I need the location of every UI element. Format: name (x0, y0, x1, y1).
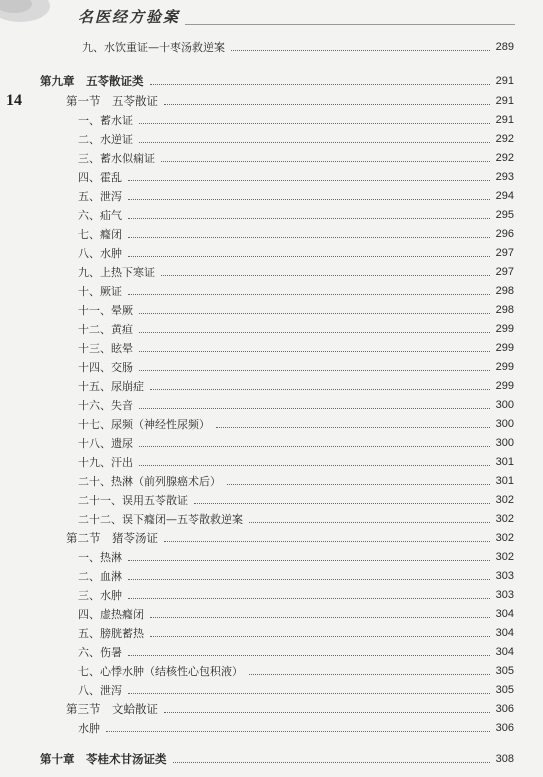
toc-page-number: 301 (495, 475, 514, 487)
toc-entry-title: 第三节 文蛤散证 (66, 704, 158, 716)
toc-leader (128, 598, 490, 599)
toc-leader (249, 674, 490, 675)
toc-leader (139, 313, 490, 314)
toc-page-number: 305 (495, 665, 514, 677)
toc-entry-title: 十七、尿频（神经性尿频） (78, 418, 210, 431)
toc-page-number: 294 (495, 190, 514, 202)
toc-entry-title: 五、泄泻 (78, 190, 122, 203)
toc-page-number: 298 (495, 285, 514, 297)
toc-entry[interactable] (78, 662, 514, 680)
toc-page-number: 298 (495, 304, 514, 316)
toc-entry-title: 九、上热下寒证 (78, 266, 155, 279)
toc-chapter[interactable] (40, 72, 514, 90)
toc-entry-title: 七、心悸水肿（结核性心包积液） (78, 665, 243, 678)
toc-leader (173, 762, 491, 763)
toc-leader (128, 180, 490, 181)
toc-page-number: 308 (495, 753, 514, 765)
toc-entry[interactable] (78, 358, 514, 376)
toc-page-number: 289 (495, 41, 514, 53)
toc-leader (139, 332, 490, 333)
toc-section[interactable] (66, 92, 514, 110)
toc-entry[interactable] (78, 282, 514, 300)
toc-leader (106, 731, 490, 732)
toc-entry-title: 十三、眩晕 (78, 342, 133, 355)
toc-page-number: 304 (495, 627, 514, 639)
toc-leader (139, 370, 490, 371)
toc-leader (161, 161, 490, 162)
toc-leader (216, 427, 490, 428)
toc-entry[interactable] (78, 624, 514, 642)
toc-page-number: 299 (495, 380, 514, 392)
toc-entry-title: 一、蓄水证 (78, 114, 133, 127)
toc-entry-title: 七、癃闭 (78, 228, 122, 241)
toc-page-number: 299 (495, 323, 514, 335)
toc-page-number: 291 (495, 95, 514, 107)
toc-entry[interactable] (78, 453, 514, 471)
page-number: 14 (6, 92, 22, 109)
toc-page-number: 303 (495, 570, 514, 582)
toc-entry[interactable] (78, 168, 514, 186)
toc-entry-title: 第二节 猪苓汤证 (66, 533, 158, 545)
toc-entry-title: 水肿 (78, 722, 100, 735)
toc-page-number: 305 (495, 684, 514, 696)
toc-leader (139, 465, 490, 466)
toc-entry[interactable] (78, 320, 514, 338)
toc-leader (128, 579, 490, 580)
page-header (0, 0, 543, 30)
toc-page-number: 302 (495, 532, 514, 544)
toc-leader (128, 237, 490, 238)
toc-chapter[interactable] (40, 750, 514, 768)
toc-page-number: 306 (495, 722, 514, 734)
toc-entry[interactable] (78, 206, 514, 224)
toc-leader (128, 199, 490, 200)
toc-page-number: 302 (495, 513, 514, 525)
toc-entry[interactable] (78, 491, 514, 509)
toc-entry[interactable] (78, 586, 514, 604)
toc-entry[interactable] (78, 510, 514, 528)
toc-leader (139, 123, 490, 124)
toc-entry[interactable] (82, 38, 514, 56)
toc-page-number: 304 (495, 646, 514, 658)
toc-entry[interactable] (78, 244, 514, 262)
toc-entry[interactable] (78, 130, 514, 148)
toc-entry[interactable] (78, 415, 514, 433)
toc-page-number: 300 (495, 399, 514, 411)
toc-entry-title: 五、膀胱蓄热 (78, 627, 144, 640)
toc-leader (194, 503, 490, 504)
toc-page-number: 296 (495, 228, 514, 240)
toc-section[interactable] (66, 529, 514, 547)
toc-entry-title: 三、水肿 (78, 589, 122, 602)
toc-leader (139, 142, 490, 143)
toc-entry[interactable] (78, 605, 514, 623)
toc-entry-title: 二、血淋 (78, 570, 122, 583)
toc-leader (150, 389, 490, 390)
toc-entry[interactable] (78, 396, 514, 414)
toc-page-number: 297 (495, 247, 514, 259)
toc-entry[interactable] (78, 301, 514, 319)
toc-leader (128, 655, 490, 656)
toc-leader (161, 275, 490, 276)
toc-entry[interactable] (78, 149, 514, 167)
toc-leader (139, 351, 490, 352)
toc-leader (139, 446, 490, 447)
toc-entry-title: 第一节 五苓散证 (66, 96, 158, 108)
toc-entry[interactable] (78, 187, 514, 205)
toc-entry[interactable] (78, 681, 514, 699)
toc-entry-title: 八、泄泻 (78, 684, 122, 697)
toc-page-number: 293 (495, 171, 514, 183)
toc-entry-title: 六、伤暑 (78, 646, 122, 659)
toc-entry-title: 一、热淋 (78, 551, 122, 564)
toc-leader (249, 522, 490, 523)
toc-entry-title: 十五、尿崩症 (78, 380, 144, 393)
toc-entry-title: 二十二、误下癃闭—五苓散救逆案 (78, 513, 243, 526)
decorative-emblem-icon (0, 0, 60, 28)
toc-entry-title: 二十、热淋（前列腺癌术后） (78, 475, 221, 488)
toc-entry-title: 十二、黄疸 (78, 323, 133, 336)
toc-entry-title: 三、蓄水似痫证 (78, 152, 155, 165)
toc-entry-title: 第十章 苓桂术甘汤证类 (40, 754, 167, 766)
toc-entry-title: 八、水肿 (78, 247, 122, 260)
toc-leader (227, 484, 490, 485)
toc-leader (164, 541, 490, 542)
toc-leader (164, 712, 490, 713)
toc-leader (128, 294, 490, 295)
toc-leader (139, 408, 490, 409)
toc-entry[interactable] (78, 263, 514, 281)
toc-entry-title: 第九章 五苓散证类 (40, 76, 144, 88)
toc-entry[interactable] (78, 567, 514, 585)
toc-entry[interactable] (78, 548, 514, 566)
toc-page-number: 291 (495, 75, 514, 87)
toc-page-number: 306 (495, 703, 514, 715)
toc-leader (150, 636, 490, 637)
toc-entry[interactable] (78, 339, 514, 357)
toc-section[interactable] (66, 700, 514, 718)
toc-entry[interactable] (78, 643, 514, 661)
toc-leader (128, 256, 490, 257)
toc-page-number: 297 (495, 266, 514, 278)
toc-leader (231, 50, 490, 51)
toc-page-number: 292 (495, 152, 514, 164)
toc-entry-title: 二十一、误用五苓散证 (78, 494, 188, 507)
toc-entry[interactable] (78, 377, 514, 395)
toc-page-number: 299 (495, 361, 514, 373)
toc-page-number: 300 (495, 437, 514, 449)
toc-entry[interactable] (78, 225, 514, 243)
toc-leader (164, 104, 490, 105)
toc-page-number: 302 (495, 494, 514, 506)
toc-entry[interactable] (78, 434, 514, 452)
running-title: 名医经方验案 (78, 8, 181, 26)
toc-entry-title: 十八、遗尿 (78, 437, 133, 450)
toc-entry-title: 十九、汗出 (78, 456, 133, 469)
toc-leader (150, 617, 490, 618)
toc-entry-title: 十一、晕厥 (78, 304, 133, 317)
toc-leader (128, 693, 490, 694)
toc-leader (128, 560, 490, 561)
toc-page-number: 300 (495, 418, 514, 430)
toc-entry[interactable] (78, 472, 514, 490)
toc-page-number: 303 (495, 589, 514, 601)
toc-entry-title: 四、霍乱 (78, 171, 122, 184)
toc-page-number: 302 (495, 551, 514, 563)
toc-entry[interactable] (78, 719, 514, 737)
toc-entry[interactable] (78, 111, 514, 129)
toc-entry-title: 九、水饮重证—十枣汤救逆案 (82, 41, 225, 54)
toc-leader (128, 218, 490, 219)
toc-page-number: 292 (495, 133, 514, 145)
toc-entry-title: 六、疝气 (78, 209, 122, 222)
toc-entry-title: 十六、失音 (78, 399, 133, 412)
toc-page-number: 299 (495, 342, 514, 354)
toc-leader (150, 84, 491, 85)
toc-entry-title: 十、厥证 (78, 285, 122, 298)
header-rule (185, 24, 515, 25)
toc-page-number: 301 (495, 456, 514, 468)
toc-page-number: 295 (495, 209, 514, 221)
toc-entry-title: 二、水逆证 (78, 133, 133, 146)
toc-page-number: 291 (495, 114, 514, 126)
toc-page-number: 304 (495, 608, 514, 620)
toc-entry-title: 十四、交肠 (78, 361, 133, 374)
toc-entry-title: 四、虚热癃闭 (78, 608, 144, 621)
